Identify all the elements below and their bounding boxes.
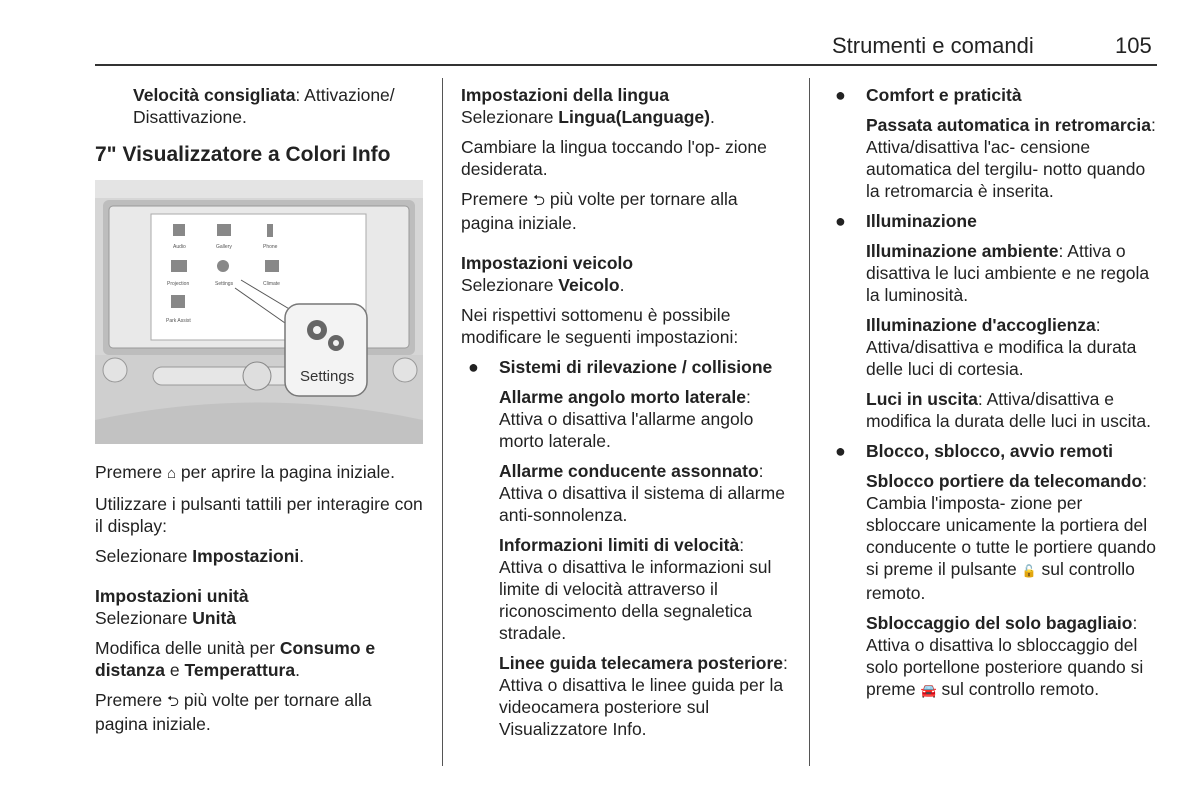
bullet-detection: ● Sistemi di rilevazione / collisione bbox=[468, 357, 773, 377]
section-title: 7" Visualizzatore a Colori Info bbox=[95, 143, 391, 166]
intro-term: Velocità consigliata bbox=[133, 85, 296, 105]
vehicle-heading: Impostazioni veicolo bbox=[461, 253, 634, 273]
back-paragraph: Premere ⮌ più volte per tornare alla pagina iniziale. bbox=[95, 690, 372, 734]
vehicle-select-paragraph: Selezionare Veicolo. bbox=[461, 275, 625, 295]
language-heading: Impostazioni della lingua bbox=[461, 85, 670, 105]
unlock-icon: 🔓 bbox=[1021, 564, 1037, 578]
app-label-gallery: Gallery bbox=[216, 244, 232, 250]
header-rule bbox=[95, 64, 1157, 66]
intro-text: : Attivazione/ Disattivazione. bbox=[133, 85, 395, 127]
back-icon: ⮌ bbox=[166, 693, 179, 710]
units-modify-paragraph: Modifica delle unità per Consumo e distanza e Temperattura. bbox=[95, 638, 376, 680]
settings-zoom-label: Settings bbox=[300, 368, 355, 385]
running-header-title: Strumenti e comandi bbox=[832, 33, 1034, 58]
list-item: Linee guida telecamera posteriore: Attiva o disattiva le linee guida per la videocamera posteriore sul Visualizzatore Info. bbox=[499, 653, 788, 739]
column-2-body bbox=[461, 84, 791, 748]
display-photo bbox=[95, 180, 423, 444]
app-label-park-assist: Park Assist bbox=[166, 318, 191, 324]
list-item: Passata automatica in retromarcia: Attiva/disattiva l'ac- censione automatica del tergilu- notto quando la retromarcia è inserita. bbox=[866, 115, 1156, 201]
page-number: 105 bbox=[1115, 33, 1152, 58]
units-heading: Impostazioni unità bbox=[95, 586, 249, 606]
app-label-climate: Climate bbox=[263, 281, 280, 287]
vehicle-submenu-paragraph: Nei rispettivi sottomenu è possibile modificare le seguenti impostazioni: bbox=[461, 305, 739, 347]
bullet-dot: ● bbox=[835, 85, 846, 105]
app-label-projection: Projection bbox=[167, 281, 190, 287]
bullet-dot: ● bbox=[835, 211, 846, 231]
list-item: Illuminazione ambiente: Attiva o disattiva le luci ambiente e ne regola la luminosità. bbox=[866, 241, 1150, 305]
list-item: Sbloccaggio del solo bagagliaio: Attiva o disattiva lo sbloccaggio del solo portellone posteriore quando si preme 🚘 sul controllo remoto. bbox=[866, 612, 1158, 702]
list-item: Sblocco portiere da telecomando: Cambia l'imposta- zione per sbloccare unicamente la portiera del conducente o tutte le portiere quando si preme il pulsante 🔓 sul controllo remoto. bbox=[866, 471, 1156, 603]
column-divider-1 bbox=[442, 78, 443, 766]
home-paragraph: Premere ⌂ per aprire la pagina iniziale. bbox=[95, 461, 425, 485]
bullet-dot: ● bbox=[468, 357, 479, 377]
list-item: Allarme angolo morto laterale: Attiva o disattiva l'allarme angolo morto laterale. bbox=[499, 387, 754, 451]
app-label-audio: Audio bbox=[173, 244, 186, 250]
language-select-paragraph: Selezionare Lingua(Language). bbox=[461, 107, 715, 127]
intro-paragraph bbox=[133, 84, 428, 128]
bullet-remote-lock: ● Blocco, sblocco, avvio remoti bbox=[835, 441, 1114, 461]
column-1-body bbox=[95, 461, 425, 743]
list-item: Illuminazione d'accoglienza: Attiva/disattiva e modifica la durata delle luci di cortesia. bbox=[866, 315, 1137, 379]
bullet-lighting: ● Illuminazione bbox=[835, 211, 977, 231]
display-illustration bbox=[95, 180, 423, 444]
select-settings-paragraph: Selezionare Impostazioni. bbox=[95, 546, 305, 566]
column-divider-2 bbox=[809, 78, 810, 766]
language-back-paragraph: Premere ⮌ più volte per tornare alla pagina iniziale. bbox=[461, 189, 738, 233]
home-icon: ⌂ bbox=[166, 465, 177, 482]
list-item: Luci in uscita: Attiva/disattiva e modifica la durata delle luci in uscita. bbox=[866, 389, 1152, 431]
column-3-body bbox=[835, 84, 1158, 710]
back-icon: ⮌ bbox=[532, 192, 545, 209]
bullet-comfort: ● Comfort e praticità bbox=[835, 85, 1022, 105]
list-item: Informazioni limiti di velocità: Attiva o disattiva le informazioni sul limite di velocità attraverso il riconoscimento della segnaletica stradale. bbox=[499, 535, 772, 643]
language-change-paragraph: Cambiare la lingua toccando l'op- zione desiderata. bbox=[461, 137, 767, 179]
touch-paragraph: Utilizzare i pulsanti tattili per interagire con il display: bbox=[95, 494, 423, 536]
bullet-dot: ● bbox=[835, 441, 846, 461]
trunk-car-icon: 🚘 bbox=[920, 683, 937, 698]
list-item: Allarme conducente assonnato: Attiva o disattiva il sistema di allarme anti-sonnolenza. bbox=[499, 461, 785, 525]
app-label-phone: Phone bbox=[263, 244, 278, 250]
app-label-settings: Settings bbox=[215, 281, 234, 287]
units-select-paragraph: Selezionare Unità bbox=[95, 608, 237, 628]
